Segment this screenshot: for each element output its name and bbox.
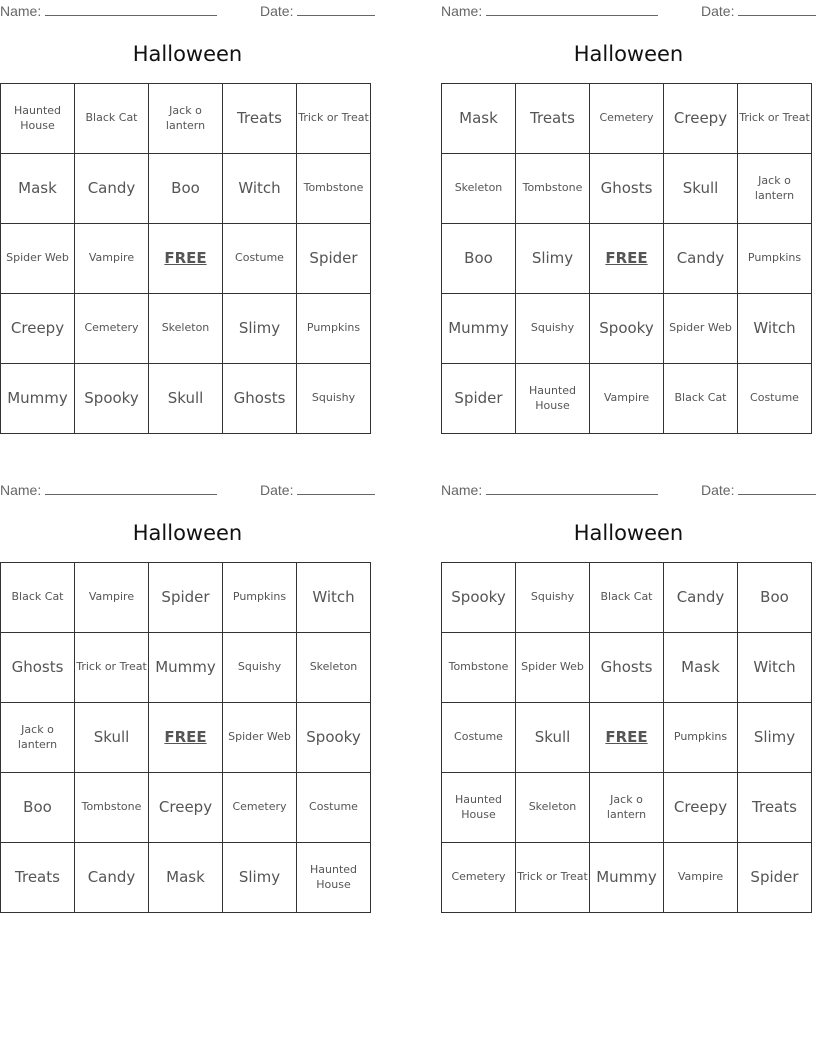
bingo-square[interactable]: Creepy [1, 294, 75, 364]
name-field [441, 2, 658, 19]
name-blank-line[interactable] [45, 2, 217, 16]
bingo-square[interactable]: Candy [75, 154, 149, 224]
grid-row [1, 364, 371, 434]
bingo-square[interactable]: Skull [664, 154, 738, 224]
grid-row [442, 773, 812, 843]
bingo-square[interactable]: Black Cat [664, 364, 738, 434]
bingo-square[interactable]: Witch [223, 154, 297, 224]
bingo-square[interactable]: Ghosts [590, 633, 664, 703]
bingo-square[interactable]: Vampire [590, 364, 664, 434]
bingo-square[interactable]: Ghosts [1, 633, 75, 703]
bingo-square[interactable]: Squishy [297, 364, 371, 434]
bingo-square[interactable]: Pumpkins [664, 703, 738, 773]
bingo-square[interactable]: Tombstone [75, 773, 149, 843]
bingo-square[interactable]: Jack o lantern [738, 154, 812, 224]
name-blank-line[interactable] [486, 481, 658, 495]
bingo-square[interactable]: Haunted House [442, 773, 516, 843]
bingo-square[interactable]: Cemetery [223, 773, 297, 843]
grid-row [1, 84, 371, 154]
bingo-square[interactable]: Mummy [442, 294, 516, 364]
bingo-square[interactable]: Spider [738, 843, 812, 913]
bingo-square[interactable]: Creepy [664, 773, 738, 843]
free-space[interactable]: FREE [590, 703, 664, 773]
bingo-square[interactable]: Pumpkins [223, 563, 297, 633]
bingo-square[interactable]: Haunted House [1, 84, 75, 154]
grid-row [442, 84, 812, 154]
date-field [260, 2, 375, 19]
bingo-square[interactable]: Mask [1, 154, 75, 224]
bingo-square[interactable]: Skull [75, 703, 149, 773]
bingo-square[interactable]: Boo [442, 224, 516, 294]
bingo-square[interactable]: Jack o lantern [149, 84, 223, 154]
bingo-square[interactable]: Treats [1, 843, 75, 913]
bingo-square[interactable]: Trick or Treat [297, 84, 371, 154]
bingo-grid [0, 562, 371, 913]
bingo-square[interactable]: Slimy [223, 843, 297, 913]
free-space[interactable]: FREE [149, 703, 223, 773]
date-blank-line[interactable] [738, 2, 816, 16]
bingo-square[interactable]: Ghosts [590, 154, 664, 224]
grid-row [1, 224, 371, 294]
bingo-square[interactable]: Treats [223, 84, 297, 154]
bingo-square[interactable]: Slimy [516, 224, 590, 294]
grid-row [442, 294, 812, 364]
bingo-square[interactable]: Boo [738, 563, 812, 633]
name-field [441, 481, 658, 498]
date-field [701, 2, 816, 19]
bingo-square[interactable]: Mask [664, 633, 738, 703]
bingo-square[interactable]: Squishy [516, 563, 590, 633]
bingo-square[interactable]: Slimy [738, 703, 812, 773]
bingo-square[interactable]: Ghosts [223, 364, 297, 434]
bingo-square[interactable]: Haunted House [516, 364, 590, 434]
bingo-square[interactable]: Tombstone [297, 154, 371, 224]
bingo-square[interactable]: Mask [149, 843, 223, 913]
free-space[interactable]: FREE [149, 224, 223, 294]
bingo-square[interactable]: Spider [442, 364, 516, 434]
date-field [701, 481, 816, 498]
bingo-square[interactable]: Skeleton [297, 633, 371, 703]
bingo-square[interactable]: Squishy [516, 294, 590, 364]
bingo-square[interactable]: Costume [223, 224, 297, 294]
grid-row [442, 843, 812, 913]
card-header [441, 479, 816, 501]
bingo-square[interactable]: Boo [1, 773, 75, 843]
bingo-square[interactable]: Slimy [223, 294, 297, 364]
grid-row [1, 703, 371, 773]
bingo-square[interactable]: Candy [75, 843, 149, 913]
card-title: Halloween [573, 42, 684, 66]
date-label: Date: [701, 482, 735, 498]
bingo-square[interactable]: Trick or Treat [75, 633, 149, 703]
grid-row [442, 364, 812, 434]
bingo-square[interactable]: Spider Web [516, 633, 590, 703]
bingo-square[interactable]: Skeleton [442, 154, 516, 224]
bingo-square[interactable]: Witch [738, 633, 812, 703]
grid-row [442, 154, 812, 224]
bingo-square[interactable]: Black Cat [1, 563, 75, 633]
grid-row [1, 633, 371, 703]
bingo-square[interactable]: Pumpkins [738, 224, 812, 294]
bingo-square[interactable]: Spider Web [664, 294, 738, 364]
name-field [0, 481, 217, 498]
bingo-square[interactable]: Skeleton [149, 294, 223, 364]
name-label: Name: [0, 3, 42, 19]
bingo-square[interactable]: Skull [516, 703, 590, 773]
bingo-square[interactable]: Squishy [223, 633, 297, 703]
bingo-square[interactable]: Black Cat [590, 563, 664, 633]
bingo-square[interactable]: Jack o lantern [590, 773, 664, 843]
bingo-square[interactable]: Vampire [75, 563, 149, 633]
card-header [441, 0, 816, 22]
bingo-square[interactable]: Spider [149, 563, 223, 633]
bingo-square[interactable]: Spooky [75, 364, 149, 434]
bingo-square[interactable]: Vampire [75, 224, 149, 294]
bingo-square[interactable]: Spooky [590, 294, 664, 364]
grid-row [1, 154, 371, 224]
date-blank-line[interactable] [738, 481, 816, 495]
name-blank-line[interactable] [486, 2, 658, 16]
card-header [0, 0, 375, 22]
grid-row [442, 563, 812, 633]
bingo-square[interactable]: Skull [149, 364, 223, 434]
bingo-square[interactable]: Witch [297, 563, 371, 633]
bingo-square[interactable]: Creepy [149, 773, 223, 843]
card-header [0, 479, 375, 501]
bingo-square[interactable]: Black Cat [75, 84, 149, 154]
grid-row [1, 294, 371, 364]
name-field [0, 2, 217, 19]
bingo-grid [441, 562, 812, 913]
bingo-square[interactable]: Treats [738, 773, 812, 843]
bingo-square[interactable]: Costume [442, 703, 516, 773]
date-label: Date: [260, 482, 294, 498]
name-blank-line[interactable] [45, 481, 217, 495]
grid-row [1, 773, 371, 843]
bingo-square[interactable]: Skeleton [516, 773, 590, 843]
card-title: Halloween [132, 42, 243, 66]
bingo-square[interactable]: Trick or Treat [516, 843, 590, 913]
bingo-square[interactable]: Costume [297, 773, 371, 843]
bingo-square[interactable]: Treats [516, 84, 590, 154]
bingo-square[interactable]: Cemetery [75, 294, 149, 364]
bingo-square[interactable]: Jack o lantern [1, 703, 75, 773]
name-label: Name: [441, 3, 483, 19]
grid-row [442, 703, 812, 773]
bingo-square[interactable]: Mask [442, 84, 516, 154]
bingo-square[interactable]: Mummy [1, 364, 75, 434]
grid-row [442, 633, 812, 703]
bingo-square[interactable]: Spooky [442, 563, 516, 633]
bingo-square[interactable]: Mummy [149, 633, 223, 703]
name-label: Name: [0, 482, 42, 498]
bingo-square[interactable]: Witch [738, 294, 812, 364]
date-blank-line[interactable] [297, 2, 375, 16]
card-title: Halloween [573, 521, 684, 545]
bingo-square[interactable]: Mummy [590, 843, 664, 913]
bingo-square[interactable]: Trick or Treat [738, 84, 812, 154]
bingo-square[interactable]: Cemetery [442, 843, 516, 913]
free-space[interactable]: FREE [590, 224, 664, 294]
bingo-square[interactable]: Candy [664, 563, 738, 633]
bingo-square[interactable]: Candy [664, 224, 738, 294]
bingo-square[interactable]: Spider [297, 224, 371, 294]
bingo-square[interactable]: Costume [738, 364, 812, 434]
bingo-square[interactable]: Haunted House [297, 843, 371, 913]
bingo-square[interactable]: Tombstone [516, 154, 590, 224]
date-field [260, 481, 375, 498]
bingo-square[interactable]: Spooky [297, 703, 371, 773]
bingo-grid [441, 83, 812, 434]
grid-row [1, 843, 371, 913]
bingo-grid [0, 83, 371, 434]
bingo-square[interactable]: Spider Web [223, 703, 297, 773]
bingo-square[interactable]: Vampire [664, 843, 738, 913]
name-label: Name: [441, 482, 483, 498]
card-title: Halloween [132, 521, 243, 545]
bingo-square[interactable]: Cemetery [590, 84, 664, 154]
date-blank-line[interactable] [297, 481, 375, 495]
bingo-square[interactable]: Pumpkins [297, 294, 371, 364]
bingo-square[interactable]: Creepy [664, 84, 738, 154]
date-label: Date: [701, 3, 735, 19]
bingo-square[interactable]: Boo [149, 154, 223, 224]
bingo-square[interactable]: Spider Web [1, 224, 75, 294]
grid-row [442, 224, 812, 294]
grid-row [1, 563, 371, 633]
bingo-square[interactable]: Tombstone [442, 633, 516, 703]
date-label: Date: [260, 3, 294, 19]
